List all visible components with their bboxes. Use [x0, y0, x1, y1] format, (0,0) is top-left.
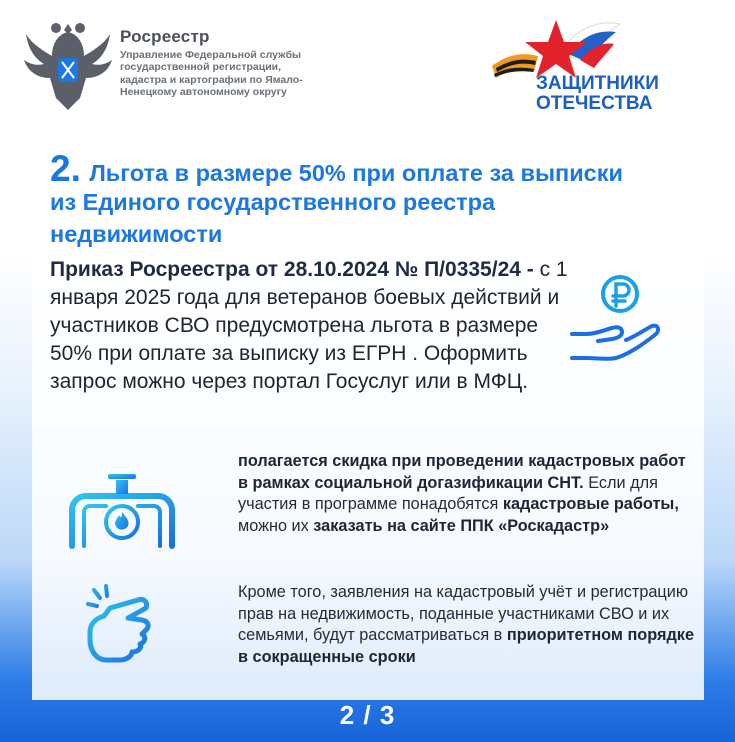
- org-name: Росреестр: [120, 27, 210, 46]
- pointing-hand-icon: [84, 582, 164, 678]
- discount-text-2: можно их: [238, 516, 314, 535]
- section-title-line2: из Единого государственного реестра: [50, 189, 496, 215]
- gas-pipe-flame-icon: [66, 470, 178, 550]
- section-title-line1: Льгота в размере 50% при оплате за выписки: [89, 160, 623, 186]
- discount-block: [238, 451, 698, 537]
- double-headed-eagle-icon: [22, 14, 114, 114]
- org-description: Управление Федеральной службы государственной регистрации, кадастра и картографии по Ямало-Ненецкому автономному округу: [120, 49, 303, 98]
- order-reference: Приказ Росреестра от 28.10.2024 № П/0335/24 -: [50, 258, 534, 281]
- discount-text-1: Если для участия в программе понадобятся: [238, 473, 658, 514]
- order-on-site-link: заказать на сайте ППК «Роскадастр»: [313, 516, 610, 535]
- section-title: [50, 148, 710, 250]
- header: [0, 0, 735, 135]
- order-paragraph: [50, 256, 570, 396]
- ruble-coin-hand-icon: [568, 272, 664, 368]
- page-indicator: 2 / 3: [339, 700, 396, 730]
- priority-emphasis: приоритетном порядке в сокращенные сроки: [238, 626, 695, 666]
- priority-text: Кроме того, заявления на кадастровый учёт и регистрацию прав на недвижимость, поданные участниками СВО и их семьями, будут рассматриваться в: [238, 583, 689, 645]
- section-title-line3: недвижимости: [50, 221, 223, 247]
- campaign-title: [536, 74, 659, 114]
- campaign-title-line1: ЗАЩИТНИКИ: [536, 73, 659, 94]
- campaign-title-line2: ОТЕЧЕСТВА: [536, 93, 653, 114]
- section-number: 2.: [50, 148, 81, 189]
- discount-lead: полагается скидка при проведении кадастровых работ в рамках социальной догазификации СНТ.: [238, 452, 686, 492]
- priority-block: [238, 582, 698, 668]
- order-description: с 1 января 2025 года для ветеранов боевых действий и участников СВО предусмотрена льгота в размере 50% при оплате за выписку из ЕГРН . Оформить запрос можно через портал Госуслуг или в МФЦ.: [50, 258, 568, 393]
- cadastral-works: кадастровые работы,: [502, 495, 679, 514]
